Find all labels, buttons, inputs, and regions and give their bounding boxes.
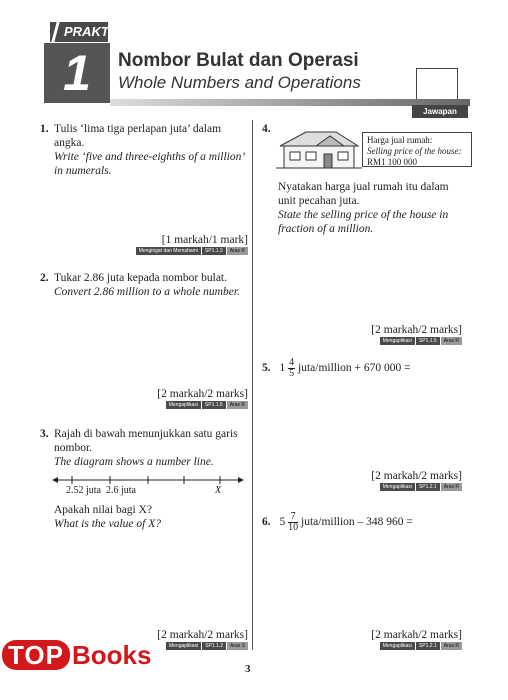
question-number: 5. (262, 362, 271, 375)
standard-tag: SP1.1.5 (416, 337, 440, 345)
standard-tag: SP1.1.5 (202, 401, 226, 409)
expression-rest: juta/million + 670 000 = (298, 362, 411, 375)
logo-top: TOP (2, 640, 70, 670)
question-6-marks (262, 629, 462, 650)
answer-label: Jawapan (412, 105, 468, 118)
question-text-english: Convert 2.86 million to a whole number. (54, 286, 240, 298)
fraction-numerator: 4 (289, 357, 295, 368)
callout-label-malay: Harga jual rumah: (367, 135, 433, 145)
level-tag: Aras S (227, 642, 248, 650)
topbooks-logo (2, 640, 151, 671)
answer-box (416, 68, 458, 102)
question-number: 4. (262, 123, 271, 135)
subquestion-malay: Apakah nilai bagi X? (54, 504, 153, 516)
marks-label: [2 markah/2 marks] (157, 388, 248, 400)
fraction-denominator: 10 (288, 522, 299, 533)
chapter-number: 1 (44, 43, 110, 103)
fraction-denominator: 5 (289, 368, 295, 379)
fraction-numerator: 7 (288, 512, 298, 523)
mixed-number-fraction (288, 358, 295, 379)
marks-label: [2 markah/2 marks] (371, 470, 462, 482)
question-2-marks (40, 388, 248, 409)
question-1-marks (40, 234, 248, 255)
praktis-tab: PRAKTIS (50, 22, 108, 42)
question-text-english: Write ‘five and three-eighths of a million’ in numerals. (54, 151, 244, 177)
question-3-subquestion (54, 503, 244, 531)
question-4 (278, 180, 466, 236)
question-text-malay: Nyatakan harga jual rumah itu dalam unit pecahan juta. (278, 181, 449, 207)
level-tag: Aras R (441, 642, 462, 650)
number-line-label-1: 2.52 juta (66, 485, 101, 496)
question-2 (40, 271, 248, 299)
mixed-number-whole: 1 (279, 362, 286, 375)
page-number: 3 (245, 663, 251, 675)
question-text-malay: Tukar 2.86 juta kepada nombor bulat. (54, 272, 228, 284)
marks-label: [1 markah/1 mark] (161, 234, 248, 246)
level-tag: Aras R (227, 401, 248, 409)
skill-tag: Mengaplikasi (380, 337, 415, 345)
mixed-number-fraction (288, 512, 298, 533)
logo-books: Books (71, 640, 152, 670)
skill-tag: Mengaplikasi (166, 401, 201, 409)
skill-tag: Mengaplikasi (166, 642, 201, 650)
marks-label: [2 markah/2 marks] (371, 629, 462, 641)
question-text-english: The diagram shows a number line. (54, 456, 214, 468)
column-divider (252, 120, 253, 650)
question-number: 3. (40, 428, 49, 440)
house-illustration (276, 128, 362, 172)
page-title-english: Whole Numbers and Operations (118, 73, 361, 92)
level-tag: Aras R (441, 337, 462, 345)
question-3 (40, 427, 248, 469)
question-6 (262, 512, 413, 533)
question-5 (262, 358, 411, 379)
callout-price: RM1 100 000 (367, 157, 418, 167)
standard-tag: SP1.1.3 (202, 247, 226, 255)
expression-rest: juta/million – 348 960 = (301, 516, 413, 529)
question-1 (40, 122, 248, 178)
level-tag: Aras R (227, 247, 248, 255)
question-5-marks (262, 470, 462, 491)
standard-tag: SP1.1.2 (202, 642, 226, 650)
standard-tag: SP1.2.1 (416, 642, 440, 650)
question-text-english: State the selling price of the house in fraction of a million. (278, 209, 449, 235)
mixed-number-whole: 5 (279, 516, 286, 529)
question-text-malay: Rajah di bawah menunjukkan satu garis nombor. (54, 428, 238, 454)
skill-tag: Mengaplikasi (380, 642, 415, 650)
question-4-marks (262, 324, 462, 345)
number-line-label-x: X (215, 485, 222, 496)
callout-label-english: Selling price of the house: (367, 146, 462, 156)
page-title-malay: Nombor Bulat dan Operasi (118, 50, 359, 71)
level-tag: Aras R (441, 483, 462, 491)
number-line-label-2: 2.6 juta (106, 485, 136, 496)
marks-label: [2 markah/2 marks] (371, 324, 462, 336)
price-callout (362, 132, 472, 167)
skill-tag: Mengaplikasi (380, 483, 415, 491)
question-number: 6. (262, 516, 271, 529)
question-number: 1. (40, 123, 49, 135)
question-text-malay: Tulis ‘lima tiga perlapan juta’ dalam angka. (54, 123, 222, 149)
standard-tag: SP1.2.1 (416, 483, 440, 491)
question-number: 2. (40, 272, 49, 284)
skill-tag: Mengingat dan Memahami (136, 247, 201, 255)
subquestion-english: What is the value of X? (54, 518, 161, 530)
marks-label: [2 markah/2 marks] (157, 629, 248, 641)
